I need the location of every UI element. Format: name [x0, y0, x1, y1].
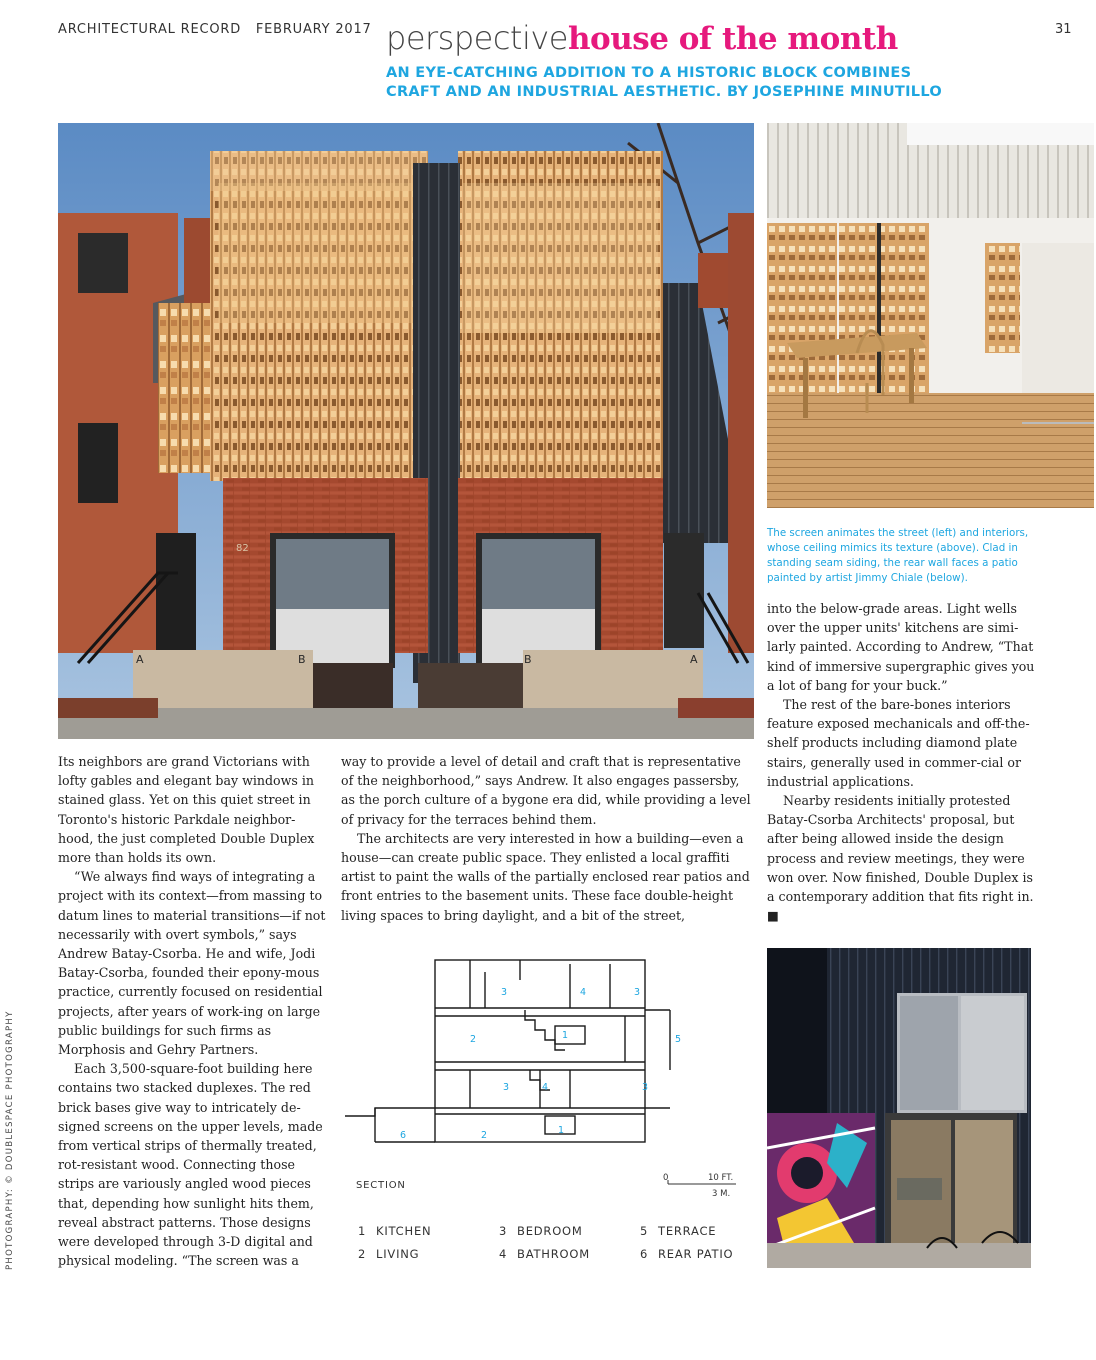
- scale-bar: [660, 1172, 740, 1202]
- legend-number: 2: [358, 1247, 367, 1261]
- room-number: 4: [542, 1082, 549, 1093]
- facade-photo: [58, 123, 754, 739]
- magazine-name-date: ARCHITECTURAL RECORD FEBRUARY 2017: [58, 22, 372, 37]
- legend-label: BEDROOM: [517, 1224, 583, 1238]
- room-number: 1: [562, 1030, 569, 1041]
- legend-label: TERRACE: [658, 1224, 717, 1238]
- house-number: 82: [236, 543, 249, 554]
- deck-text: CRAFT AND AN INDUSTRIAL AESTHETIC.: [386, 84, 722, 100]
- legend-item: [499, 1247, 590, 1261]
- room-number: 3: [634, 987, 641, 998]
- article-deck: [386, 64, 986, 102]
- deck-line-1: AN EYE-CATCHING ADDITION TO A HISTORIC BLOCK COMBINES: [386, 65, 912, 81]
- body-column-3: [767, 599, 1039, 925]
- department-label: house of the month: [567, 21, 898, 57]
- interior-illustration: [767, 123, 1094, 508]
- legend-item: [640, 1224, 716, 1238]
- scale-feet: 10 FT.: [708, 1173, 734, 1183]
- room-number: 4: [580, 987, 587, 998]
- room-number: 5: [675, 1034, 682, 1045]
- room-number: 2: [481, 1130, 488, 1141]
- legend-item: [640, 1247, 733, 1261]
- deck-line-2: [386, 83, 986, 102]
- legend-number: 1: [358, 1224, 367, 1238]
- scale-meters: 3 M.: [712, 1189, 731, 1199]
- rear-patio-illustration: [767, 948, 1031, 1268]
- unit-label-b-left: B: [298, 653, 306, 666]
- paragraph: Nearby residents initially protested Batay-Csorba Architects' proposal, but after being allowed inside the design process and review meetings, they were won over. Now finished, Double Duplex is a contemporary addition that fits right in. ■: [767, 793, 1034, 924]
- room-number: 3: [501, 987, 508, 998]
- paragraph: way to provide a level of detail and craft that is representative of the neighborhood,” says Andrew. It also engages passersby, as the porch culture of a bygone era did, while providing a level of privacy for the terraces behind them.: [341, 754, 751, 827]
- paragraph: “We always find ways of integrating a project with its context—from massing to datum lines to material transitions—if not necessarily with overt symbols,” says Andrew Batay-Csorba. He and wife, Jodi Batay-Csorba, founded their epony-mous practice, currently focused on residential projects, after years of work-ing on large public buildings for such firms as Morphosis and Gehry Partners.: [58, 869, 326, 1058]
- paragraph: The architects are very interested in how a building—even a house—can create public space. They enlisted a local graffiti artist to paint the walls of the partially enclosed rear patios and front entries to the basement units. These face double-height living spaces to bring daylight, and a bit of the street,: [341, 830, 750, 923]
- unit-label-b-right: B: [524, 653, 532, 666]
- section-drawing: [340, 950, 750, 1150]
- legend-number: 6: [640, 1247, 649, 1261]
- section-illustration: [340, 950, 750, 1150]
- paragraph: Its neighbors are grand Victorians with lofty gables and elegant bay windows in stained glass. Yet on this quiet street in Toronto's historic Parkdale neighbor-hood, the just completed Double Duplex more than holds its own.: [58, 754, 315, 866]
- room-number: 3: [503, 1082, 510, 1093]
- legend-item: [358, 1224, 431, 1238]
- legend-label: KITCHEN: [376, 1224, 432, 1238]
- unit-label-a-right: A: [690, 653, 698, 666]
- paragraph: Each 3,500-square-foot building here contains two stacked duplexes. The red brick bases give way to intricately de-signed screens on the upper levels, made from vertical strips of thermally treated, rot-resistant wood. Connecting those strips are variously angled wood pieces that, depending how sunlight hits them, reveal abstract patterns. Those designs were developed through 3-D digital and physical modeling. “The screen was a: [58, 1061, 323, 1269]
- legend-item: [499, 1224, 583, 1238]
- body-column-2: [341, 752, 755, 925]
- room-number: 6: [400, 1130, 407, 1141]
- unit-label-a-left: A: [136, 653, 144, 666]
- section-label: perspective: [386, 19, 568, 57]
- byline: BY JOSEPHINE MINUTILLO: [726, 84, 942, 100]
- room-number: 3: [642, 1082, 649, 1093]
- legend-label: BATHROOM: [517, 1247, 590, 1261]
- paragraph: The rest of the bare-bones interiors feature exposed mechanicals and off-the-shelf products including diamond plate stairs, generally used in commer-cial or industrial applications.: [767, 697, 1030, 789]
- photo-caption: The screen animates the street (left) and interiors, whose ceiling mimics its texture (above). Clad in standing seam siding, the rear wall faces a patio painted by artist Jimmy Chiale (below).: [767, 527, 1029, 584]
- drawing-title: SECTION: [356, 1180, 406, 1191]
- paragraph: into the below-grade areas. Light wells over the upper units' kitchens are simi-larly painted. According to Andrew, “That kind of immersive supergraphic gives you a lot of bang for your buck.”: [767, 601, 1035, 693]
- legend-number: 5: [640, 1224, 649, 1238]
- rear-patio-photo: [767, 948, 1031, 1268]
- room-number: 2: [470, 1034, 477, 1045]
- facade-illustration: [58, 123, 754, 739]
- legend-label: LIVING: [376, 1247, 420, 1261]
- department-title: [386, 14, 898, 68]
- legend-number: 3: [499, 1224, 508, 1238]
- room-number: 1: [558, 1125, 565, 1136]
- body-column-1: [58, 752, 330, 1270]
- page-number: 31: [1055, 22, 1072, 37]
- scale-zero: 0: [663, 1173, 669, 1183]
- legend-item: [358, 1247, 419, 1261]
- scale-bar-graphic: [660, 1172, 740, 1202]
- legend-number: 4: [499, 1247, 508, 1261]
- photo-credit: PHOTOGRAPHY: © DOUBLESPACE PHOTOGRAPHY: [5, 1010, 15, 1270]
- legend-label: REAR PATIO: [658, 1247, 734, 1261]
- interior-photo: [767, 123, 1094, 508]
